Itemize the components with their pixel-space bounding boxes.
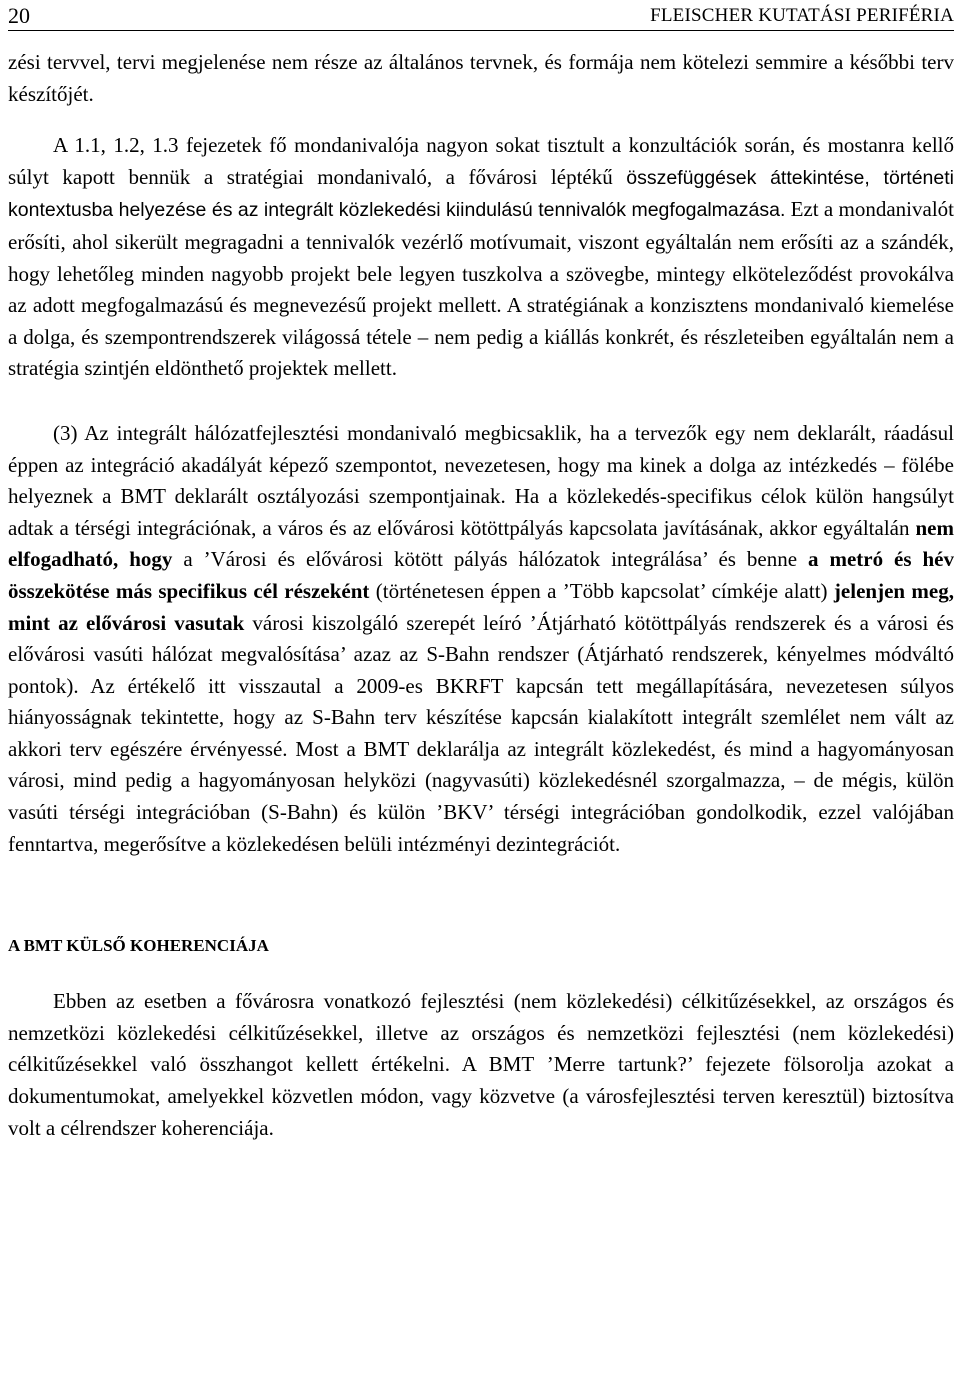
bold-phrase-not-acceptable: nem elfogadható, hogy — [8, 515, 954, 572]
paragraph-text-c: A stratégiának a konzisztens mondanivaló kiemelése a dolga, és szempontrendszerek világossá tétele – nem pedig a kiállás konkrét, és részleteiben egyáltalán nem a stratégia szintjén eldönthető projektek mellett. — [8, 293, 955, 381]
paragraph-text-sans: összefüggések áttekintése, történeti kontextusba helyezése és az integrált közlekedési kiindulású tennivalók megfogalmazása. — [8, 166, 954, 222]
running-title: FLEISCHER KUTATÁSI PERIFÉRIA — [650, 5, 954, 26]
paragraph-text-b: Ezt a mondanivalót erősíti, ahol sikerült megragadni a tennivalók vezérlő motívumait, viszont egyáltalán nem erősíti az a szándék, hogy lehetőleg minden nagyobb projekt bele legyen tuszkolva a szövegbe, mintegy elköteleződést provokálva az adott megfogalmazású és megnevezésű projekt mellett. — [8, 197, 954, 318]
paragraph-chapters-review — [8, 130, 954, 385]
bold-phrase-metro-hev: a metró és hév összekötése más specifikus cél részeként — [8, 547, 954, 603]
paragraph-continuation — [8, 47, 954, 110]
page-header — [8, 0, 954, 31]
section-heading: A BMT KÜLSŐ KOHERENCIÁJA — [8, 936, 269, 956]
bold-phrase-suburban-railways: jelenjen meg, mint az elővárosi vasutak — [8, 578, 954, 635]
paragraph-text-b: a ’Városi és elővárosi kötött pályás hálózatok integrálása’ és benne — [172, 547, 808, 572]
paragraph-text-a: (3) Az integrált hálózatfejlesztési mondanivaló megbicsaklik, ha a tervezők egy nem deklarált, ráadásul éppen az integráció akadályát képező szempontot, nevezetesen, hogy ma kinek a dolga az intézkedés – fölébe helyeznek a BMT deklarált osztályozási szempontjainak. Ha a közlekedés-specifikus célok külön hangsúlyt adtak a térségi integrációnak, a város és az elővárosi kötöttpályás kapcsolata javításának, akkor egyáltalán — [8, 420, 954, 540]
paragraph-text-c: (történetesen éppen a ’Több kapcsolat’ címkéje alatt) — [369, 578, 834, 603]
paragraph-text-d: városi kiszolgáló szerepét leíró ’Átjárható kötöttpályás rendszerek és a városi és elővárosi vasúti hálózat megvalósítása’ azaz az S-Bahn rendszer (Átjárható rendszerek, kényelmes módváltó pontok). Az értékelő itt visszautal a 2009-es BKRFT kapcsán tett megállapítására, nevezetesen súlyos hiányosságnak tekintette, hogy az S-Bahn terv készítése kapcsán kialakított integrált szemlélet nem vált az akkori terv egészére érvényessé. Most a BMT deklarálja az integrált közlekedést, és mind a hagyományosan városi, mind pedig a hagyományosan helyközi (nagyvasúti) közlekedésnél szorgalmazza, – de mégis, külön vasúti térségi integrációban (S-Bahn) és külön ’BKV’ térségi integrációban gondolkodik, ezzel valójában fenntartva, megerősítve a közlekedésen belüli intézményi dezintegrációt. — [8, 610, 954, 856]
paragraph-external-coherence — [8, 986, 954, 1144]
paragraph-network-integration — [8, 418, 954, 860]
page-number: 20 — [8, 3, 30, 28]
paragraph-text-a: A 1.1, 1.2, 1.3 fejezetek fő mondanivalója nagyon sokat tisztult a konzultációk során, és mostanra kellő súlyt kapott bennük a stratégiai mondanivaló, a fővárosi léptékű — [8, 133, 954, 189]
paragraph-text: zési tervvel, tervi megjelenése nem része az általános tervnek, és formája nem kötelezi semmire a későbbi terv készítőjét. — [8, 50, 954, 106]
paragraph-text: Ebben az esetben a fővárosra vonatkozó fejlesztési (nem közlekedési) célkitűzésekkel, az országos és nemzetközi közlekedési célkitűzésekkel, illetve az országos és nemzetközi fejlesztési (nem közlekedési) célkitűzésekkel való összhangot kellett értékelni. A BMT ’Merre tartunk?’ fejezete fölsorolja azokat a dokumentumokat, amelyekkel közvetlen módon, vagy közvetve (a városfejlesztési terven keresztül) biztosítva volt a célrendszer koherenciája. — [8, 989, 954, 1140]
